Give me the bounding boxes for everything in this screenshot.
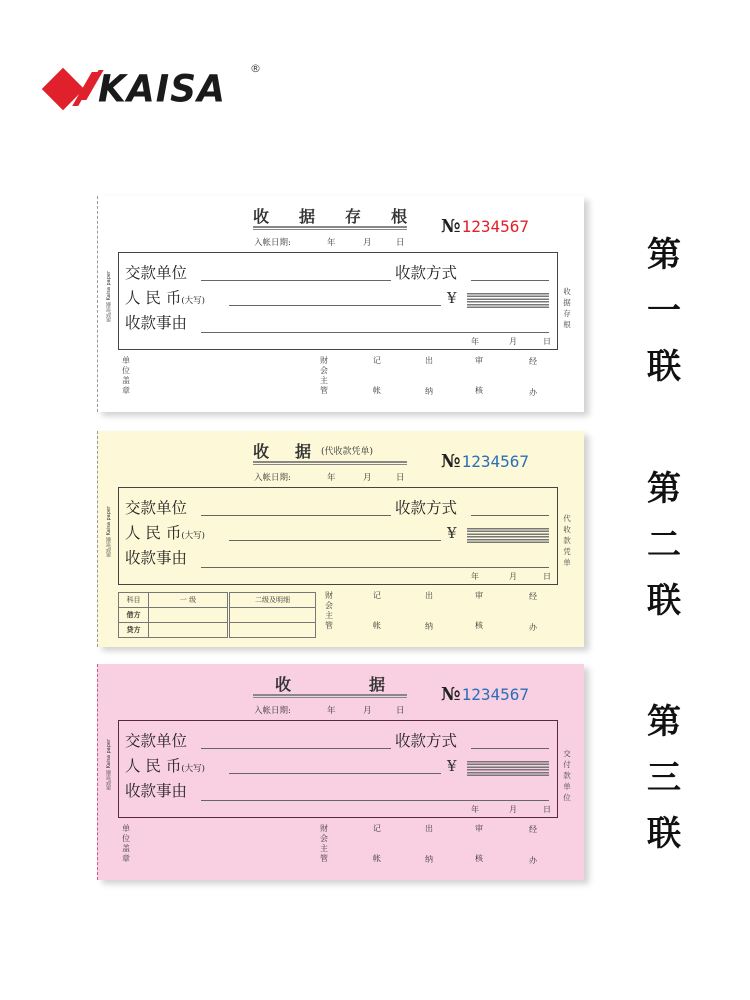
table-row-credit: 贷方: [119, 623, 149, 638]
receipt-title: [253, 204, 407, 227]
yen-icon: ¥: [447, 289, 457, 307]
table-header-level2: 二级及明细: [229, 593, 316, 608]
sig-cashier-top: 出: [425, 591, 433, 600]
sig-bookkeeping-top: 记: [373, 591, 381, 600]
stamp-label: 单位盖章: [122, 356, 130, 395]
title-char: 根: [390, 207, 407, 226]
method-label: 收款方式: [395, 499, 458, 517]
title-char: 据: [295, 442, 312, 461]
receipt-form-box: [118, 487, 558, 585]
entry-date-label: 入帐日期:: [254, 706, 291, 716]
copy-label-char: 联: [647, 814, 681, 854]
receipt-form-box: [118, 252, 558, 350]
box-day: 日: [543, 572, 551, 581]
copy-label-char: 一: [647, 291, 681, 331]
payer-input-line[interactable]: [201, 280, 391, 281]
sig-bookkeeping-top: 记: [373, 356, 381, 365]
copy-label-char: 三: [647, 758, 681, 798]
rmb-uppercase-note: (大写): [181, 296, 205, 306]
kaisa-logo: [40, 64, 265, 114]
table-row-debit: 借方: [119, 608, 149, 623]
title-subtitle: (代收款凭单): [321, 447, 374, 457]
sig-audit-top: 审: [475, 824, 483, 833]
sig-cashier-bottom: 纳: [425, 387, 433, 396]
sig-bookkeeping-bottom: 帐: [373, 854, 381, 863]
stamp-label: 单位盖章: [122, 824, 130, 863]
sig-cashier-bottom: 纳: [425, 622, 433, 631]
copy-label-char: 联: [647, 347, 681, 387]
payer-input-line[interactable]: [201, 748, 391, 749]
sig-bookkeeping-top: 记: [373, 824, 381, 833]
receipt-title: [253, 439, 407, 462]
title-char: 收: [253, 442, 270, 461]
copy-label-char: 第: [647, 469, 681, 509]
rmb-input-line[interactable]: [229, 540, 441, 541]
receipt-number: [441, 216, 529, 237]
rmb-input-line[interactable]: [229, 773, 441, 774]
side-brand-text: 凯萨票据 Kaisa paper: [106, 505, 112, 557]
sig-audit-top: 审: [475, 356, 483, 365]
payer-label: 交款单位: [125, 264, 188, 282]
receipt-form-box: [118, 720, 558, 818]
sig-audit-bottom: 核: [475, 621, 483, 630]
reason-label: 收款事由: [125, 314, 188, 332]
reason-input-line[interactable]: [201, 567, 549, 568]
box-year: 年: [471, 337, 479, 346]
yen-icon: ¥: [447, 757, 457, 775]
sig-bookkeeping-bottom: 帐: [373, 621, 381, 630]
rmb-label: 人 民 币: [125, 289, 182, 307]
side-brand-text: 凯萨票据 Kaisa paper: [106, 270, 112, 322]
title-underline: [253, 694, 407, 698]
date-month: 月: [363, 473, 372, 483]
copy-label-char: 联: [647, 581, 681, 621]
copy-label-third: [644, 702, 684, 873]
payer-label: 交款单位: [125, 499, 188, 517]
copy-label-char: 第: [647, 702, 681, 742]
reason-label: 收款事由: [125, 782, 188, 800]
title-underline: [253, 461, 407, 465]
number-prefix: №: [441, 451, 461, 472]
receipt-title: [253, 672, 407, 695]
sig-handler-top: 经: [529, 592, 537, 601]
title-char: 存: [344, 207, 361, 226]
title-char: 收: [275, 675, 292, 694]
entry-date-label: 入帐日期:: [254, 238, 291, 248]
number-prefix: №: [441, 216, 461, 237]
credit-level1-cell[interactable]: [149, 623, 229, 638]
sig-handler-bottom: 办: [529, 388, 537, 397]
sig-finance-head: 财会主管: [320, 824, 328, 863]
box-month: 月: [509, 337, 517, 346]
date-day: 日: [396, 238, 405, 248]
registered-mark: ®: [250, 62, 261, 75]
date-year: 年: [327, 238, 336, 248]
sig-audit-top: 审: [475, 591, 483, 600]
box-month: 月: [509, 572, 517, 581]
sig-handler-bottom: 办: [529, 623, 537, 632]
date-day: 日: [396, 473, 405, 483]
method-label: 收款方式: [395, 264, 458, 282]
sig-audit-bottom: 核: [475, 386, 483, 395]
perforation-line: [97, 664, 99, 880]
account-subject-table: [118, 592, 316, 638]
date-month: 月: [363, 238, 372, 248]
copy-label-char: 第: [647, 235, 681, 275]
rmb-input-line[interactable]: [229, 305, 441, 306]
date-year: 年: [327, 706, 336, 716]
amount-field[interactable]: [467, 293, 549, 308]
table-header-level1: 一 级: [149, 593, 229, 608]
method-input-line[interactable]: [471, 280, 549, 281]
sig-handler-bottom: 办: [529, 856, 537, 865]
sig-cashier-top: 出: [425, 356, 433, 365]
box-month: 月: [509, 805, 517, 814]
reason-input-line[interactable]: [201, 332, 549, 333]
copy-label-char: 二: [647, 525, 681, 565]
method-input-line[interactable]: [471, 748, 549, 749]
debit-level1-cell[interactable]: [149, 608, 229, 623]
sig-cashier-bottom: 纳: [425, 855, 433, 864]
side-brand-text: 凯萨票据 Kaisa paper: [106, 738, 112, 790]
sig-handler-top: 经: [529, 825, 537, 834]
box-year: 年: [471, 572, 479, 581]
method-label: 收款方式: [395, 732, 458, 750]
sig-audit-bottom: 核: [475, 854, 483, 863]
perforation-line: [97, 431, 99, 647]
date-year: 年: [327, 473, 336, 483]
receipt-number: [441, 451, 529, 472]
number-value: 1234567: [461, 217, 530, 236]
copy-label-second: [644, 469, 684, 640]
right-vertical-label: 收据存根: [563, 287, 571, 329]
title-char: 据: [368, 675, 385, 694]
entry-date-label: 入帐日期:: [254, 473, 291, 483]
copy-label-first: [644, 235, 684, 406]
sig-finance-head: 财会主管: [325, 591, 333, 630]
number-prefix: №: [441, 684, 461, 705]
right-vertical-label: 代收款凭单: [563, 514, 571, 567]
yen-icon: ¥: [447, 524, 457, 542]
sig-bookkeeping-bottom: 帐: [373, 386, 381, 395]
perforation-line: [97, 196, 99, 412]
rmb-uppercase-note: (大写): [181, 531, 205, 541]
receipt-number: [441, 684, 529, 705]
number-value: 1234567: [461, 452, 530, 471]
box-day: 日: [543, 805, 551, 814]
table-header-subject: 科目: [119, 593, 149, 608]
right-vertical-label: 交付款单位: [563, 749, 571, 802]
receipt-collection-yellow: [97, 431, 584, 647]
credit-level2-cell[interactable]: [229, 623, 316, 638]
rmb-label: 人 民 币: [125, 757, 182, 775]
debit-level2-cell[interactable]: [229, 608, 316, 623]
date-month: 月: [363, 706, 372, 716]
amount-field[interactable]: [467, 528, 549, 543]
rmb-uppercase-note: (大写): [181, 764, 205, 774]
date-day: 日: [396, 706, 405, 716]
title-char: 据: [298, 207, 315, 226]
sig-cashier-top: 出: [425, 824, 433, 833]
logo-wordmark: KAISA: [98, 67, 226, 112]
title-char: 收: [253, 207, 270, 226]
reason-label: 收款事由: [125, 549, 188, 567]
number-value: 1234567: [461, 685, 530, 704]
payer-input-line[interactable]: [201, 515, 391, 516]
rmb-label: 人 民 币: [125, 524, 182, 542]
reason-input-line[interactable]: [201, 800, 549, 801]
payer-label: 交款单位: [125, 732, 188, 750]
amount-field[interactable]: [467, 761, 549, 776]
sig-finance-head: 财会主管: [320, 356, 328, 395]
method-input-line[interactable]: [471, 515, 549, 516]
title-underline: [253, 226, 407, 230]
box-day: 日: [543, 337, 551, 346]
receipt-payer-pink: [97, 664, 584, 880]
box-year: 年: [471, 805, 479, 814]
receipt-stub-white: [97, 196, 584, 412]
sig-handler-top: 经: [529, 357, 537, 366]
